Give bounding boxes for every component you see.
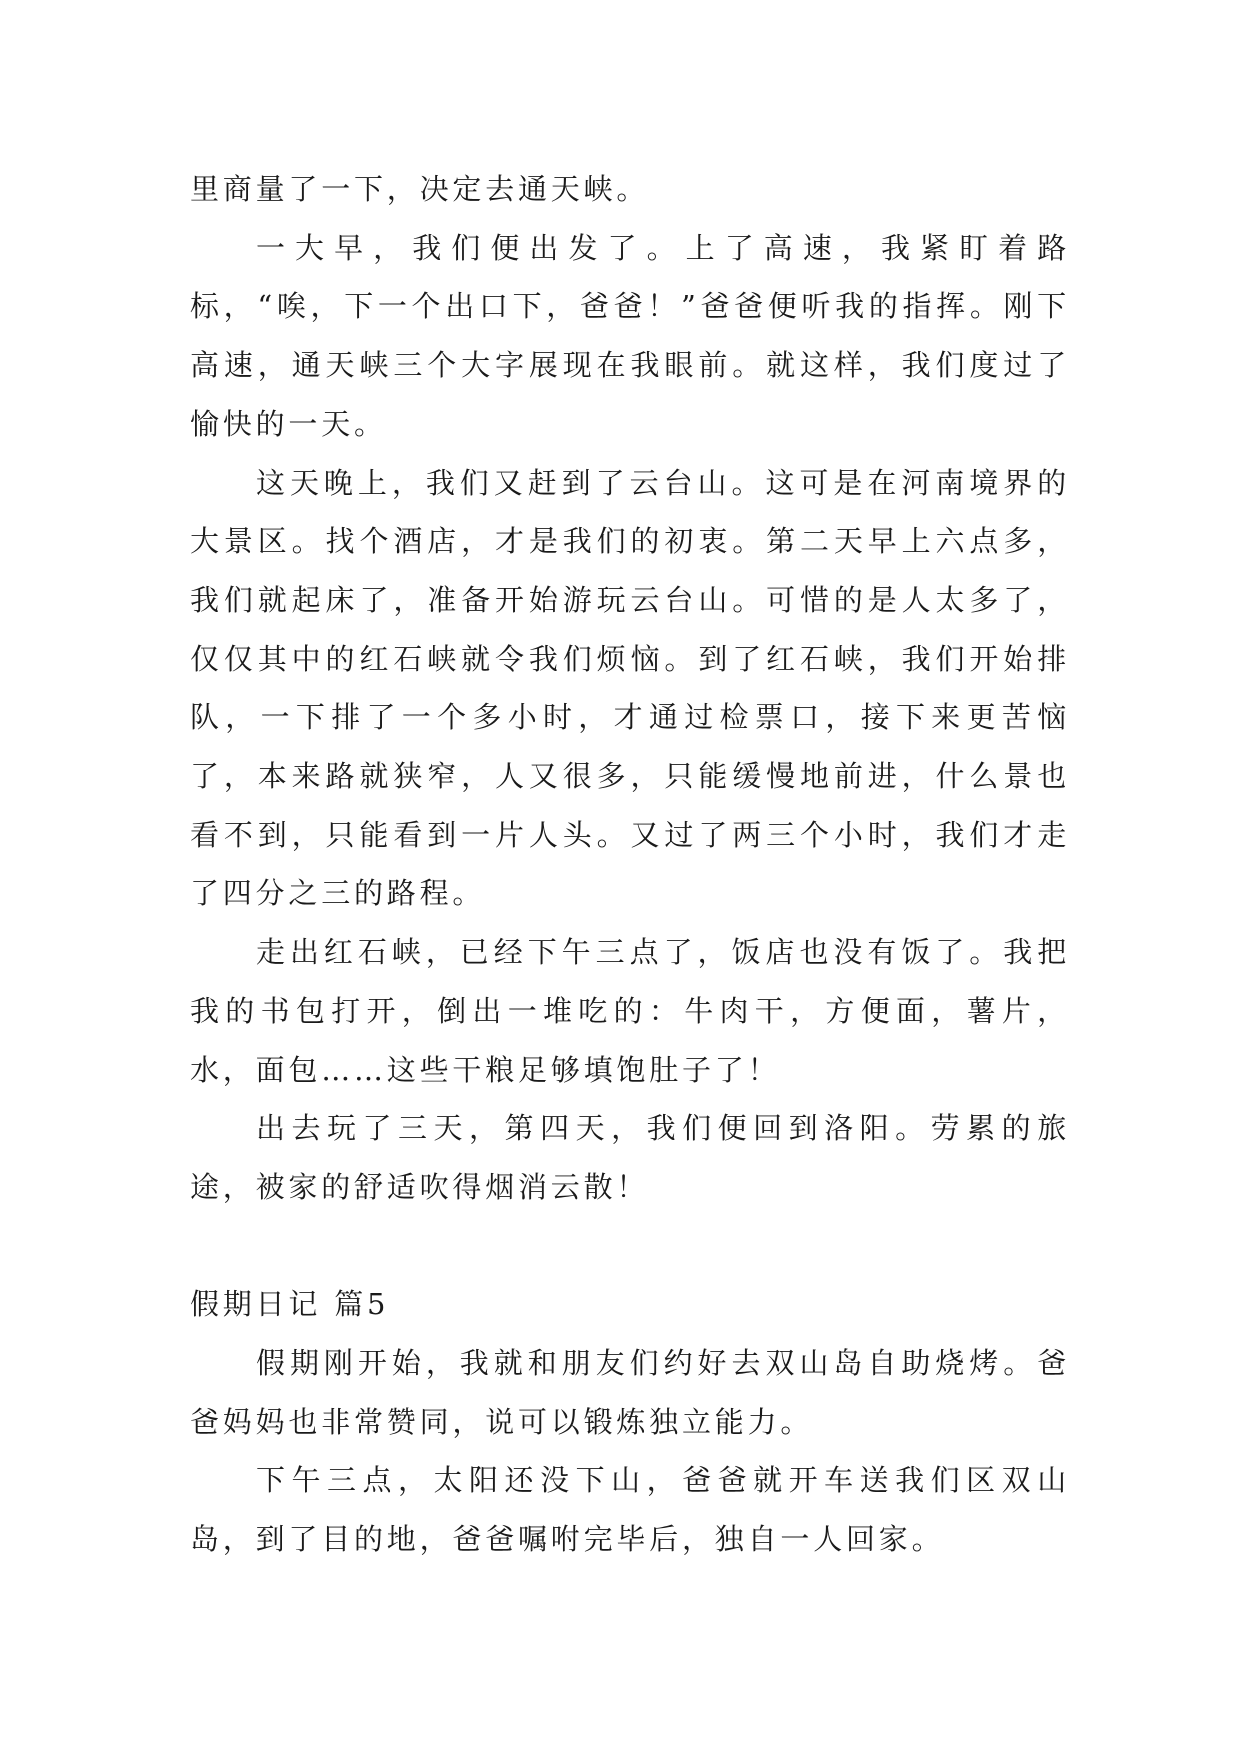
paragraph-snacks: 走出红石峡，已经下午三点了，饭店也没有饭了。我把我的书包打开，倒出一堆吃的：牛肉干，方便面，薯片，水，面包……这些干粮足够填饱肚子了！ — [190, 935, 1070, 1087]
paragraph-drive-to-island: 下午三点，太阳还没下山，爸爸就开车送我们区双山岛，到了目的地，爸爸嘱咐完毕后，独自一人回家。 — [190, 1463, 1070, 1557]
section-spacer — [190, 1217, 1070, 1276]
paragraph-bbq-plan: 假期刚开始，我就和朋友们约好去双山岛自助烧烤。爸爸妈妈也非常赞同，说可以锻炼独立能力。 — [190, 1346, 1070, 1439]
paragraph-continuation: 里商量了一下，决定去通天峡。 — [190, 172, 650, 206]
paragraph-yuntai-mountain: 这天晚上，我们又赶到了云台山。这可是在河南境界的大景区。找个酒店，才是我们的初衷。第二天早上六点多，我们就起床了，准备开始游玩云台山。可惜的是人太多了，仅仅其中的红石峡就令我们烦恼。到了红石峡，我们开始排队，一下排了一个多小时，才通过检票口，接下来更苦恼了，本来路就狭窄，人又很多，只能缓慢地前进，什么景也看不到，只能看到一片人头。又过了两三个小时，我们才走了四分之三的路程。 — [190, 465, 1070, 911]
paragraph-return-home: 出去玩了三天，第四天，我们便回到洛阳。劳累的旅途，被家的舒适吹得烟消云散！ — [190, 1111, 1070, 1204]
document-body — [190, 160, 1070, 1569]
paragraph-departure: 一大早，我们便出发了。上了高速，我紧盯着路标，“唉，下一个出口下，爸爸！”爸爸便听我的指挥。刚下高速，通天峡三个大字展现在我眼前。就这样，我们度过了愉快的一天。 — [190, 230, 1070, 441]
section-heading: 假期日记 篇5 — [190, 1287, 390, 1322]
